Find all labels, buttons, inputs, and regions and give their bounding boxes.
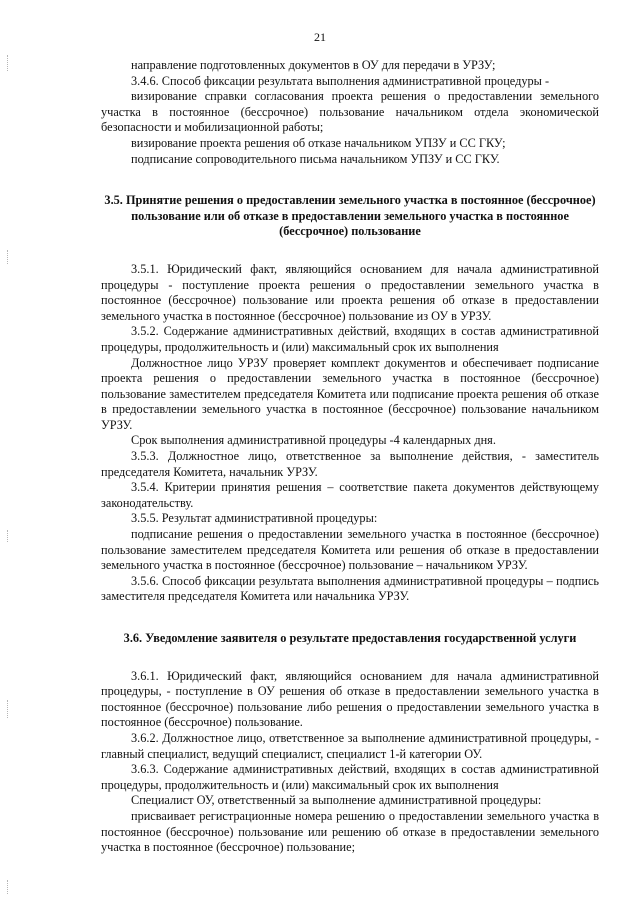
scan-artifact xyxy=(7,250,8,264)
paragraph: 3.5.2. Содержание административных действий, входящих в состав административной процедуры, продолжительность и (или) максимальный срок их выполнения xyxy=(101,324,599,354)
paragraph: 3.5.1. Юридический факт, являющийся основанием для начала административной процедуры - поступление проекта решения о предоставлении земельного участка в постоянное (бессрочное) пользование или проекта решения об отказе в предоставлении земельного участка в постоянное (бессрочное) пользование из ОУ в УРЗУ. xyxy=(101,261,599,323)
paragraph: 3.6.2. Должностное лицо, ответственное за выполнение административной процедуры, - главный специалист, ведущий специалист, специалист 1-й категории ОУ. xyxy=(101,730,599,761)
paragraph: 3.5.3. Должностное лицо, ответственное за выполнение действия, - заместитель председателя Комитета, начальник УРЗУ. xyxy=(101,449,599,479)
paragraph: присваивает регистрационные номера решению о предоставлении земельного участка в постоянное (бессрочное) пользование или решению об отказе в предоставлении земельного участка в постоянное (бессрочное) пользование; xyxy=(101,808,599,855)
scan-artifact xyxy=(7,530,8,542)
scan-artifact xyxy=(7,700,8,718)
scan-artifact xyxy=(7,880,8,894)
paragraph: подписание решения о предоставлении земельного участка в постоянное (бессрочное) пользование заместителем председателя Комитета или решения об отказе в предоставлении земельного участка в постоянное (бессрочное) пользование – начальником УРЗУ. xyxy=(101,527,599,573)
section-heading-3-5: 3.5. Принятие решения о предоставлении земельного участка в постоянное (бессрочное) пользование или об отказе в предоставлении земельного участка в постоянное (бессрочное) пользование xyxy=(104,193,596,239)
paragraph: 3.4.6. Способ фиксации результата выполнения административной процедуры - xyxy=(131,73,550,88)
paragraph: Срок выполнения административной процедуры -4 календарных дня. xyxy=(131,433,496,448)
paragraph: 3.5.4. Критерии принятия решения – соответствие пакета документов действующему законодательству. xyxy=(101,480,599,510)
paragraph: 3.6.3. Содержание административных действий, входящих в состав административной процедуры, продолжительность и (или) максимальный срок их выполнения xyxy=(101,762,599,792)
paragraph: Должностное лицо УРЗУ проверяет комплект документов и обеспечивает подписание проекта решения о предоставлении земельного участка в постоянное (бессрочное) пользование заместителем председателя Комитета или подписание проекта решения об отказе в предоставлении земельного участка в постоянное (бессрочное) пользование начальником УРЗУ. xyxy=(101,355,599,432)
section-heading-3-6: 3.6. Уведомление заявителя о результате предоставления государственной услуги xyxy=(123,631,577,645)
paragraph: направление подготовленных документов в ОУ для передачи в УРЗУ; xyxy=(131,58,496,72)
scan-artifact xyxy=(7,55,8,71)
paragraph: визирование проекта решения об отказе начальником УПЗУ и СС ГКУ; xyxy=(131,135,506,150)
paragraph: 3.6.1. Юридический факт, являющийся основанием для начала административной процедуры, - поступление в ОУ решения об отказе в предоставлении земельного участка в постоянное (бессрочное) пользование либо решения о предоставлении земельного участка в постоянное (бессрочное) пользование. xyxy=(101,668,599,730)
paragraph: визирование справки согласования проекта решения о предоставлении земельного участка в постоянное (бессрочное) пользование начальником отдела экономической безопасности и мобилизационной работы; xyxy=(101,89,599,135)
paragraph: 3.5.6. Способ фиксации результата выполнения административной процедуры – подпись заместителя председателя Комитета или начальника УРЗУ. xyxy=(101,573,599,604)
page-number: 21 xyxy=(314,30,326,44)
paragraph: подписание сопроводительного письма начальником УПЗУ и СС ГКУ. xyxy=(131,151,500,166)
paragraph: Специалист ОУ, ответственный за выполнение административной процедуры: xyxy=(131,793,542,808)
document-body xyxy=(101,58,599,856)
paragraph: 3.5.5. Результат административной процедуры: xyxy=(131,511,378,526)
